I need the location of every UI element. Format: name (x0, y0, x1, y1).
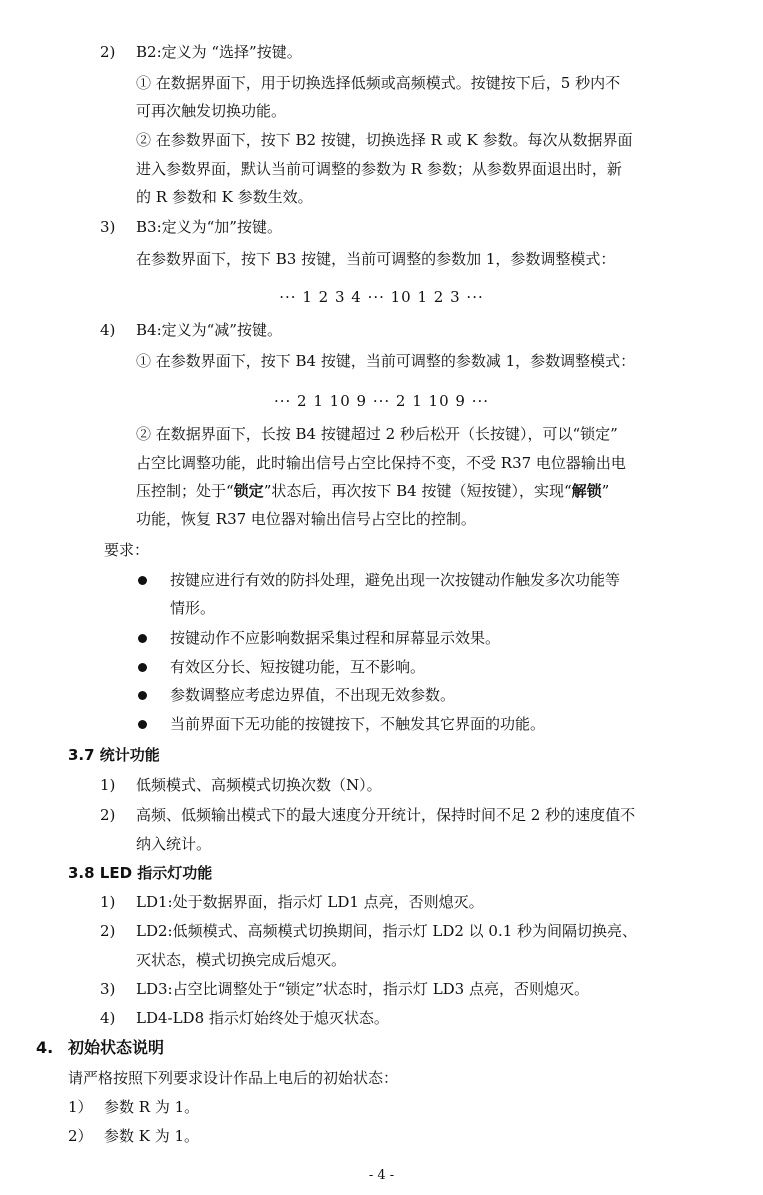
led-item: LD2:低频模式、高频模式切换期间，指示灯 LD2 以 0.1 秒为间隔切换亮、 (136, 922, 638, 940)
b4-title: B4:定义为“减”按键。 (136, 321, 282, 339)
requirement-item: 按键动作不应影响数据采集过程和屏幕显示效果。 (170, 629, 501, 647)
bullet (138, 634, 147, 643)
list-number: 4) (100, 1009, 116, 1027)
b4-p2-line2: 占空比调整功能，此时输出信号占空比保持不变，不受 R37 电位器输出电 (136, 454, 626, 472)
b2-p2-line1: ② 在参数界面下，按下 B2 按键，切换选择 R 或 K 参数。每次从数据界面 (136, 131, 633, 149)
stat-item-cont: 纳入统计。 (136, 835, 212, 853)
section-heading-3-8: 3.8 LED 指示灯功能 (68, 864, 213, 882)
init-item: 参数 K 为 1。 (104, 1127, 200, 1145)
text-segment: ”状态后，再次按下 B4 按键（短按键），实现“ (263, 482, 572, 500)
requirement-item: 有效区分长、短按键功能，互不影响。 (170, 658, 426, 676)
requirement-item: 参数调整应考虑边界值，不出现无效参数。 (170, 686, 456, 704)
requirement-item: 当前界面下无功能的按键按下，不触发其它界面的功能。 (170, 715, 546, 733)
section-intro: 请严格按照下列要求设计作品上电后的初始状态： (68, 1069, 399, 1087)
section-number-4: 4. (36, 1038, 54, 1057)
list-number: 2) (100, 43, 116, 61)
b4-p1: ① 在参数界面下，按下 B4 按键，当前可调整的参数减 1，参数调整模式： (136, 352, 636, 370)
page-number: - 4 - (368, 1168, 395, 1183)
list-number: 1） (68, 1098, 93, 1116)
stat-item: 高频、低频输出模式下的最大速度分开统计，保持时间不足 2 秒的速度值不 (136, 806, 636, 824)
led-item-cont: 灭状态，模式切换完成后熄灭。 (136, 951, 347, 969)
section-heading-4: 初始状态说明 (68, 1038, 165, 1057)
requirements-title: 要求： (104, 541, 150, 559)
b2-p2-line2: 进入参数界面，默认当前可调整的参数为 R 参数；从参数界面退出时，新 (136, 160, 622, 178)
b3-title: B3:定义为“加”按键。 (136, 218, 282, 236)
requirement-item: 按键应进行有效的防抖处理，避免出现一次按键动作触发多次功能等 (170, 571, 621, 589)
list-number: 2) (100, 922, 116, 940)
list-number: 3) (100, 980, 116, 998)
bullet (138, 663, 147, 672)
bold-term-unlock: 解锁 (571, 482, 602, 500)
b4-p2-line1: ② 在数据界面下，长按 B4 按键超过 2 秒后松开（长按键），可以“锁定” (136, 425, 618, 443)
bullet (138, 691, 147, 700)
b3-sequence: ··· 1 2 3 4 ··· 10 1 2 3 ··· (279, 288, 484, 306)
b2-p2-line3: 的 R 参数和 K 参数生效。 (136, 188, 313, 206)
list-number: 4) (100, 321, 116, 339)
b4-p2-line4: 功能，恢复 R37 电位器对输出信号占空比的控制。 (136, 510, 476, 528)
bold-term-lock: 锁定 (233, 482, 264, 500)
b2-p1-line2: 可再次触发切换功能。 (136, 102, 287, 120)
b2-title: B2:定义为 “选择”按键。 (136, 43, 302, 61)
list-number: 2） (68, 1127, 93, 1145)
text-segment: ” (601, 482, 610, 500)
b3-p1: 在参数界面下，按下 B3 按键，当前可调整的参数加 1，参数调整模式： (136, 250, 616, 268)
init-item: 参数 R 为 1。 (104, 1098, 200, 1116)
text-segment: 压控制；处于“ (136, 482, 234, 500)
stat-item: 低频模式、高频模式切换次数（N）。 (136, 776, 382, 794)
b4-sequence: ··· 2 1 10 9 ··· 2 1 10 9 ··· (273, 392, 490, 410)
bullet (138, 576, 147, 585)
b2-p1-line1: ① 在数据界面下，用于切换选择低频或高频模式。按键按下后，5 秒内不 (136, 74, 621, 92)
list-number: 1) (100, 776, 116, 794)
b4-p2-line3 (136, 481, 609, 501)
list-number: 3) (100, 218, 116, 236)
list-number: 1) (100, 893, 116, 911)
led-item: LD3:占空比调整处于“锁定”状态时，指示灯 LD3 点亮，否则熄灭。 (136, 980, 589, 998)
led-item: LD1:处于数据界面，指示灯 LD1 点亮，否则熄灭。 (136, 893, 484, 911)
requirement-item-cont: 情形。 (170, 599, 216, 617)
list-number: 2) (100, 806, 116, 824)
led-item: LD4-LD8 指示灯始终处于熄灭状态。 (136, 1009, 389, 1027)
section-heading-3-7: 3.7 统计功能 (68, 746, 160, 764)
bullet (138, 720, 147, 729)
